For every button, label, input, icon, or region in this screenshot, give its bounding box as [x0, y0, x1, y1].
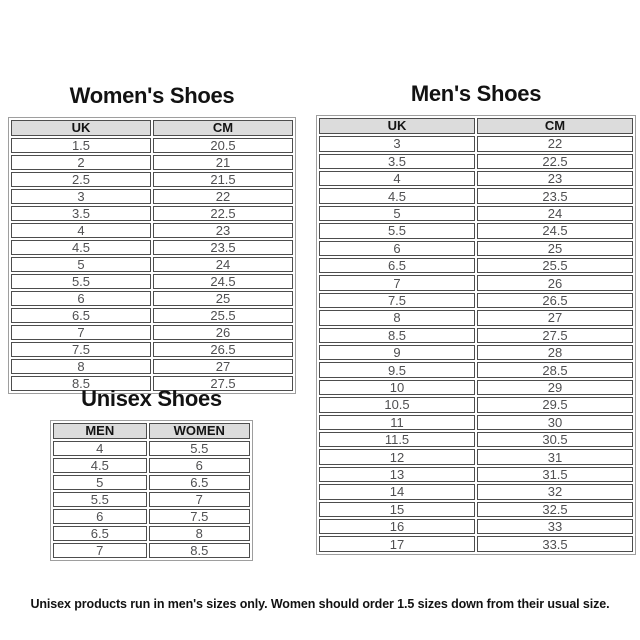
table-row [11, 206, 293, 221]
cm-size-cell: 25.5 [153, 308, 293, 323]
table-row [11, 308, 293, 323]
table-row [319, 241, 633, 256]
table-row [319, 536, 633, 552]
uk-size-cell: 16 [319, 519, 475, 534]
men-size-cell: 6.5 [53, 526, 147, 541]
table-row [319, 310, 633, 325]
uk-size-cell: 1.5 [11, 138, 151, 153]
men-size-cell: 5 [53, 475, 147, 490]
uk-size-cell: 7 [11, 325, 151, 340]
cm-size-cell: 22 [153, 189, 293, 204]
cm-size-cell: 26 [153, 325, 293, 340]
table-row [319, 484, 633, 499]
uk-size-cell: 3.5 [319, 154, 475, 169]
womens-shoes-title: Women's Shoes [69, 83, 235, 108]
cm-size-cell: 23.5 [477, 188, 633, 203]
cm-size-cell: 33.5 [477, 536, 633, 552]
table-row [319, 136, 633, 151]
mens-cm-column-header: CM [477, 118, 633, 134]
table-row [11, 138, 293, 153]
table-row [319, 415, 633, 430]
table-row [53, 526, 250, 541]
men-size-cell: 6 [53, 509, 147, 524]
uk-size-cell: 4 [319, 171, 475, 186]
men-size-cell: 4.5 [53, 458, 147, 473]
men-size-cell: 7 [53, 543, 147, 558]
table-header-row [319, 118, 633, 134]
cm-size-cell: 22 [477, 136, 633, 151]
table-header-row [53, 423, 250, 439]
footer-note: Unisex products run in men's sizes only. Women should order 1.5 sizes down from their usual size. [30, 597, 610, 611]
cm-size-cell: 24.5 [477, 223, 633, 238]
uk-size-cell: 4.5 [319, 188, 475, 203]
cm-size-cell: 24 [477, 206, 633, 221]
table-row [11, 240, 293, 255]
cm-size-cell: 32 [477, 484, 633, 499]
table-row [319, 397, 633, 412]
cm-size-cell: 33 [477, 519, 633, 534]
unisex-shoes-title: Unisex Shoes [81, 386, 222, 411]
uk-size-cell: 7.5 [319, 293, 475, 308]
cm-size-cell: 31.5 [477, 467, 633, 482]
women-size-cell: 8 [149, 526, 250, 541]
cm-size-cell: 24.5 [153, 274, 293, 289]
table-row [11, 257, 293, 272]
uk-size-cell: 6.5 [11, 308, 151, 323]
uk-size-cell: 6.5 [319, 258, 475, 273]
table-row [53, 458, 250, 473]
cm-size-cell: 29.5 [477, 397, 633, 412]
table-row [319, 223, 633, 238]
uk-size-cell: 8 [11, 359, 151, 374]
women-size-cell: 6.5 [149, 475, 250, 490]
table-row [11, 274, 293, 289]
unisex-shoes-section [50, 386, 253, 561]
table-row [11, 172, 293, 187]
uk-size-cell: 2 [11, 155, 151, 170]
men-size-cell: 5.5 [53, 492, 147, 507]
cm-size-cell: 26.5 [153, 342, 293, 357]
table-row [11, 325, 293, 340]
cm-size-cell: 24 [153, 257, 293, 272]
table-row [11, 155, 293, 170]
womens-cm-column-header: CM [153, 120, 293, 136]
uk-size-cell: 4 [11, 223, 151, 238]
cm-size-cell: 25 [477, 241, 633, 256]
cm-size-cell: 29 [477, 380, 633, 395]
cm-size-cell: 22.5 [477, 154, 633, 169]
uk-size-cell: 5.5 [319, 223, 475, 238]
table-row [319, 380, 633, 395]
cm-size-cell: 28 [477, 345, 633, 360]
table-row [11, 291, 293, 306]
women-size-cell: 6 [149, 458, 250, 473]
table-row [319, 293, 633, 308]
table-row [11, 359, 293, 374]
cm-size-cell: 23 [477, 171, 633, 186]
women-size-cell: 8.5 [149, 543, 250, 558]
table-row [319, 258, 633, 273]
uk-size-cell: 13 [319, 467, 475, 482]
uk-size-cell: 10 [319, 380, 475, 395]
table-row [11, 223, 293, 238]
womens-uk-column-header: UK [11, 120, 151, 136]
cm-size-cell: 21.5 [153, 172, 293, 187]
cm-size-cell: 28.5 [477, 362, 633, 377]
uk-size-cell: 10.5 [319, 397, 475, 412]
uk-size-cell: 12 [319, 449, 475, 464]
table-row [319, 154, 633, 169]
cm-size-cell: 22.5 [153, 206, 293, 221]
uk-size-cell: 9.5 [319, 362, 475, 377]
uk-size-cell: 2.5 [11, 172, 151, 187]
cm-size-cell: 31 [477, 449, 633, 464]
cm-size-cell: 23.5 [153, 240, 293, 255]
table-row [319, 467, 633, 482]
cm-size-cell: 27.5 [153, 376, 293, 391]
table-row [319, 362, 633, 377]
table-row [53, 441, 250, 456]
uk-size-cell: 17 [319, 536, 475, 552]
cm-size-cell: 27.5 [477, 328, 633, 343]
table-row [319, 432, 633, 447]
table-row [319, 275, 633, 290]
uk-size-cell: 6 [319, 241, 475, 256]
table-row [319, 188, 633, 203]
mens-shoes-title: Men's Shoes [410, 81, 542, 106]
mens-shoes-section [316, 81, 636, 555]
uk-size-cell: 15 [319, 502, 475, 517]
uk-size-cell: 7.5 [11, 342, 151, 357]
cm-size-cell: 20.5 [153, 138, 293, 153]
table-row [53, 543, 250, 558]
uk-size-cell: 8.5 [11, 376, 151, 391]
table-row [319, 345, 633, 360]
uk-size-cell: 3 [319, 136, 475, 151]
cm-size-cell: 27 [153, 359, 293, 374]
table-row [319, 171, 633, 186]
unisex-women-column-header: WOMEN [149, 423, 250, 439]
table-row [53, 492, 250, 507]
table-row [53, 475, 250, 490]
table-row [319, 328, 633, 343]
table-row [319, 502, 633, 517]
uk-size-cell: 11 [319, 415, 475, 430]
cm-size-cell: 32.5 [477, 502, 633, 517]
women-size-cell: 7.5 [149, 509, 250, 524]
cm-size-cell: 30 [477, 415, 633, 430]
table-row [11, 189, 293, 204]
uk-size-cell: 3.5 [11, 206, 151, 221]
uk-size-cell: 4.5 [11, 240, 151, 255]
women-size-cell: 7 [149, 492, 250, 507]
uk-size-cell: 5 [319, 206, 475, 221]
table-row [319, 206, 633, 221]
uk-size-cell: 8.5 [319, 328, 475, 343]
uk-size-cell: 11.5 [319, 432, 475, 447]
cm-size-cell: 21 [153, 155, 293, 170]
cm-size-cell: 25 [153, 291, 293, 306]
table-header-row [11, 120, 293, 136]
womens-shoes-section [8, 83, 296, 394]
cm-size-cell: 25.5 [477, 258, 633, 273]
cm-size-cell: 23 [153, 223, 293, 238]
cm-size-cell: 27 [477, 310, 633, 325]
womens-shoes-table [8, 117, 296, 394]
mens-uk-column-header: UK [319, 118, 475, 134]
uk-size-cell: 6 [11, 291, 151, 306]
unisex-shoes-table [50, 420, 253, 561]
table-row [53, 509, 250, 524]
uk-size-cell: 7 [319, 275, 475, 290]
women-size-cell: 5.5 [149, 441, 250, 456]
uk-size-cell: 5.5 [11, 274, 151, 289]
unisex-men-column-header: MEN [53, 423, 147, 439]
uk-size-cell: 14 [319, 484, 475, 499]
table-row [319, 519, 633, 534]
men-size-cell: 4 [53, 441, 147, 456]
cm-size-cell: 26 [477, 275, 633, 290]
uk-size-cell: 3 [11, 189, 151, 204]
table-row [319, 449, 633, 464]
uk-size-cell: 5 [11, 257, 151, 272]
cm-size-cell: 30.5 [477, 432, 633, 447]
uk-size-cell: 9 [319, 345, 475, 360]
table-row [11, 342, 293, 357]
uk-size-cell: 8 [319, 310, 475, 325]
cm-size-cell: 26.5 [477, 293, 633, 308]
mens-shoes-table [316, 115, 636, 555]
